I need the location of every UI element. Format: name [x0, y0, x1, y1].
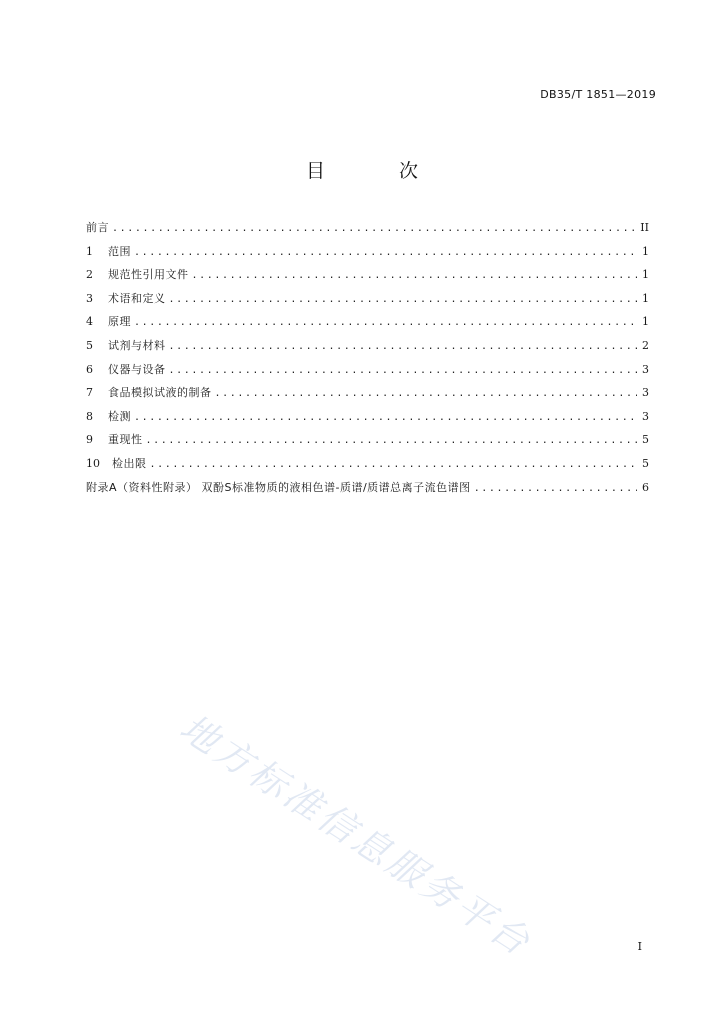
- toc-entry-page: 5: [642, 456, 649, 470]
- toc-entry-page: 3: [642, 386, 649, 400]
- toc-entry-label: 前言: [86, 221, 109, 234]
- toc-entry-appendix-a[interactable]: [86, 476, 649, 500]
- toc-entry-label: 范围: [108, 244, 131, 258]
- toc-entry-9[interactable]: [86, 428, 649, 452]
- toc-leader-dots: [134, 406, 637, 430]
- toc-leader-dots: [150, 453, 638, 477]
- page-number: I: [637, 940, 642, 953]
- table-of-contents: [86, 216, 649, 499]
- toc-entry-page: 5: [642, 433, 649, 447]
- toc-entry-page: 2: [642, 338, 649, 352]
- toc-entry-page: 3: [642, 362, 649, 376]
- toc-entry-label: 检出限: [112, 456, 147, 470]
- toc-entry-page: 3: [642, 409, 649, 423]
- toc-leader-dots: [192, 264, 638, 288]
- toc-entry-number: 6: [86, 362, 93, 376]
- toc-entry-label: 食品模拟试液的制备: [108, 386, 212, 400]
- toc-entry-6[interactable]: [86, 358, 649, 382]
- toc-leader-dots: [134, 241, 637, 265]
- toc-entry-page: 1: [642, 315, 649, 329]
- toc-leader-dots: [474, 477, 637, 501]
- toc-leader-dots: [169, 359, 638, 383]
- toc-entry-number: 1: [86, 244, 93, 258]
- toc-entry-2[interactable]: [86, 263, 649, 287]
- toc-entry-page: 1: [642, 291, 649, 305]
- toc-entry-5[interactable]: [86, 334, 649, 358]
- toc-leader-dots: [215, 382, 638, 406]
- toc-entry-number: 4: [86, 315, 93, 329]
- toc-entry-label: 附录A（资料性附录） 双酚S标准物质的液相色谱-质谱/质谱总离子流色谱图: [86, 480, 471, 494]
- toc-entry-7[interactable]: [86, 381, 649, 405]
- toc-entry-number: 10: [86, 456, 100, 470]
- toc-entry-number: 7: [86, 386, 93, 400]
- toc-entry-1[interactable]: [86, 240, 649, 264]
- toc-entry-number: 8: [86, 409, 93, 423]
- toc-entry-label: 重现性: [108, 433, 143, 447]
- toc-entry-label: 仪器与设备: [108, 362, 166, 376]
- toc-entry-label: 规范性引用文件: [108, 268, 189, 282]
- toc-entry-8[interactable]: [86, 405, 649, 429]
- toc-entry-label: 术语和定义: [108, 291, 166, 305]
- toc-leader-dots: [134, 311, 637, 335]
- toc-entry-page: 1: [642, 244, 649, 258]
- toc-entry-10[interactable]: [86, 452, 649, 476]
- toc-entry-3[interactable]: [86, 287, 649, 311]
- toc-leader-dots: [169, 335, 638, 359]
- toc-entry-number: 3: [86, 291, 93, 305]
- toc-entry-label: 原理: [108, 315, 131, 329]
- toc-entry-number: 5: [86, 338, 93, 352]
- toc-entry-label: 试剂与材料: [108, 338, 166, 352]
- toc-title: 目 次: [305, 160, 453, 182]
- standard-code: DB35/T 1851—2019: [540, 88, 656, 101]
- toc-entry-number: 9: [86, 433, 93, 447]
- toc-entry-page: 1: [642, 268, 649, 282]
- toc-entry-foreword[interactable]: [86, 216, 649, 240]
- toc-leader-dots: [146, 429, 638, 453]
- toc-leader-dots: [169, 288, 638, 312]
- toc-entry-number: 2: [86, 268, 93, 282]
- toc-entry-label: 检测: [108, 409, 131, 423]
- toc-entry-page: 6: [642, 480, 649, 494]
- watermark: 地方标准信息服务平台: [172, 705, 540, 966]
- toc-leader-dots: [112, 217, 636, 241]
- toc-entry-4[interactable]: [86, 310, 649, 334]
- toc-entry-page: II: [640, 221, 649, 234]
